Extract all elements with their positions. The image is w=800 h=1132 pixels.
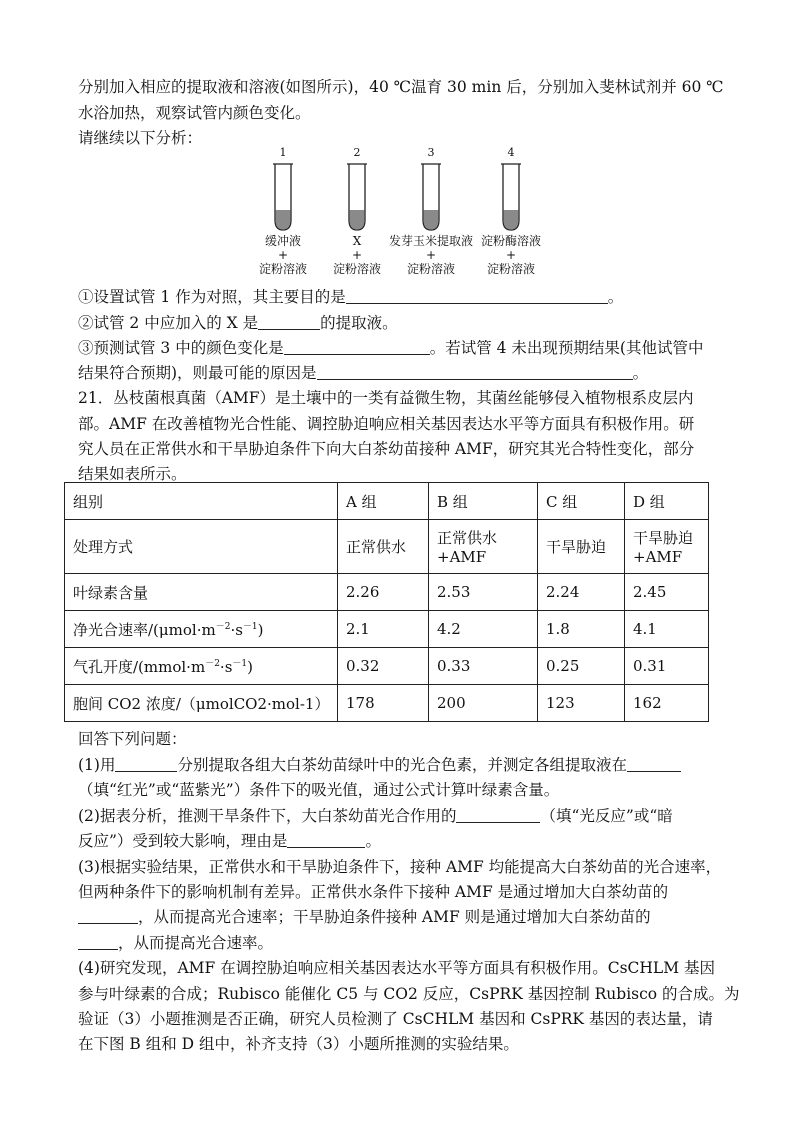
intro-line-2: 水浴加热，观察试管内颜色变化。 bbox=[78, 104, 311, 122]
answer-blank[interactable] bbox=[258, 313, 320, 330]
test-tube-icon bbox=[420, 162, 442, 232]
test-tube-icon bbox=[346, 162, 368, 232]
answer-blank[interactable] bbox=[78, 933, 118, 950]
tube-number: 3 bbox=[427, 146, 435, 159]
tube-number: 4 bbox=[507, 146, 515, 159]
table-cell: 2.53 bbox=[429, 574, 538, 611]
table-cell: 2.26 bbox=[338, 574, 429, 611]
answer-3-line-4: ，从而提高光合速率。 bbox=[78, 932, 273, 954]
table-cell: 178 bbox=[338, 685, 429, 722]
answer-4-line-2: 参与叶绿素的合成；Rubisco 能催化 C5 与 CO2 反应，CsPRK 基因控制 Rubisco 的合成。为 bbox=[78, 985, 740, 1003]
intro-line-1: 分别加入相应的提取液和溶液(如图所示)，40 ℃温育 30 min 后，分别加入斐林试剂并 60 ℃ bbox=[78, 78, 724, 96]
tube-number: 1 bbox=[279, 146, 287, 159]
answer-blank[interactable] bbox=[78, 907, 138, 924]
table-cell: 2.1 bbox=[338, 611, 429, 648]
problem-21-line-1: 21．丛枝菌根真菌（AMF）是土壤中的一类有益微生物，其菌丝能够侵入植物根系皮层内 bbox=[78, 389, 694, 407]
header-cell: D 组 bbox=[625, 483, 709, 520]
table-cell: 干旱胁迫 +AMF bbox=[625, 520, 709, 574]
tube-4-label: 淀粉酶溶液 + 淀粉溶液 bbox=[480, 234, 541, 276]
table-cell: 0.33 bbox=[429, 648, 538, 685]
question-3: ③预测试管 3 中的颜色变化是 。若试管 4 未出现预期结果(其他试管中 bbox=[78, 339, 704, 357]
answer-3-line-2: 但两种条件下的影响机制有差异。正常供水条件下接种 AMF 是通过增加大白茶幼苗的 bbox=[78, 883, 669, 901]
answer-1: (1)用 分别提取各组大白茶幼苗绿叶中的光合色素，并测定各组提取液在 bbox=[78, 754, 681, 776]
header-cell: C 组 bbox=[538, 483, 625, 520]
question-1: ①设置试管 1 作为对照，其主要目的是 。 bbox=[78, 288, 624, 306]
intro-line-3: 请继续以下分析： bbox=[78, 129, 203, 147]
header-cell: A 组 bbox=[338, 483, 429, 520]
table-cell: 1.8 bbox=[538, 611, 625, 648]
answer-3: (3)根据实验结果，正常供水和干旱胁迫条件下，接种 AMF 均能提高大白茶幼苗的光合速率， bbox=[78, 858, 722, 876]
row-label: 处理方式 bbox=[65, 520, 338, 574]
answer-blank[interactable] bbox=[287, 831, 365, 848]
table-cell: 2.45 bbox=[625, 574, 709, 611]
table-cell: 正常供水 bbox=[338, 520, 429, 574]
tube-3-label: 发芽玉米提取液 + 淀粉溶液 bbox=[388, 234, 473, 276]
answer-2: (2)据表分析，推测干旱条件下，大白茶幼苗光合作用的 （填“光反应”或“暗 bbox=[78, 807, 673, 825]
row-label: 净光合速率$/(\mu mol\cdot m^{-2}\cdot s^{-1})$ bbox=[65, 611, 338, 648]
table-row bbox=[65, 520, 709, 574]
tube-number: 2 bbox=[353, 146, 361, 159]
question-2: ②试管 2 中应加入的 X 是 的提取液。 bbox=[78, 314, 398, 332]
table-row bbox=[65, 648, 709, 685]
table-cell: 162 bbox=[625, 685, 709, 722]
test-tube-icon bbox=[272, 162, 294, 232]
problem-21-line-2: 部。AMF 在改善植物光合性能、调控胁迫响应相关基因表达水平等方面具有积极作用。研 bbox=[78, 415, 695, 433]
answer-4: (4)研究发现，AMF 在调控胁迫响应相关基因表达水平等方面具有积极作用。CsCHLM 基因 bbox=[78, 959, 715, 977]
answer-3-line-3: ，从而提高光合速率；干旱胁迫条件接种 AMF 则是通过增加大白茶幼苗的 bbox=[78, 906, 651, 928]
problem-21-line-4: 结果如表所示。 bbox=[78, 465, 187, 483]
answer-title: 回答下列问题： bbox=[78, 730, 187, 748]
table-cell: 正常供水 +AMF bbox=[429, 520, 538, 574]
answer-4-line-3: 验证（3）小题推测是否正确，研究人员检测了 CsCHLM 基因和 CsPRK 基因的表达量，请 bbox=[78, 1010, 713, 1028]
table-header-row bbox=[65, 483, 709, 520]
answer-blank[interactable] bbox=[115, 755, 177, 772]
table-cell: 干旱胁迫 bbox=[538, 520, 625, 574]
results-table bbox=[64, 482, 709, 722]
table-cell: 2.24 bbox=[538, 574, 625, 611]
answer-blank[interactable] bbox=[317, 363, 633, 380]
answer-blank[interactable] bbox=[456, 806, 540, 823]
answer-4-line-4: 在下图 B 组和 D 组中，补齐支持（3）小题所推测的实验结果。 bbox=[78, 1035, 519, 1053]
table-cell: 0.31 bbox=[625, 648, 709, 685]
header-cell: 组别 bbox=[65, 483, 338, 520]
table-row bbox=[65, 685, 709, 722]
answer-blank[interactable] bbox=[284, 338, 430, 355]
table-cell: 123 bbox=[538, 685, 625, 722]
table-cell: 200 bbox=[429, 685, 538, 722]
table-row bbox=[65, 611, 709, 648]
table-row bbox=[65, 574, 709, 611]
tube-1-label: 缓冲液 + 淀粉溶液 bbox=[258, 234, 307, 276]
test-tube-figure bbox=[240, 148, 570, 283]
row-label: 叶绿素含量 bbox=[65, 574, 338, 611]
problem-21-line-3: 究人员在正常供水和干旱胁迫条件下向大白茶幼苗接种 AMF，研究其光合特性变化，部分 bbox=[78, 440, 695, 458]
test-tube-icon bbox=[500, 162, 522, 232]
table-cell: 4.2 bbox=[429, 611, 538, 648]
answer-blank[interactable] bbox=[346, 287, 608, 304]
table-cell: 4.1 bbox=[625, 611, 709, 648]
row-label: 气孔开度$/(mmol\cdot m^{-2}\cdot s^{-1})$ bbox=[65, 648, 338, 685]
header-cell: B 组 bbox=[429, 483, 538, 520]
answer-1-cont: （填“红光”或“蓝紫光”）条件下的吸光值，通过公式计算叶绿素含量。 bbox=[78, 781, 560, 799]
tube-2-label: X + 淀粉溶液 bbox=[332, 234, 381, 276]
answer-blank[interactable] bbox=[627, 755, 681, 772]
row-label: 胞间 CO2 浓度/（μmolCO2·mol-1） bbox=[65, 685, 338, 722]
table-cell: 0.25 bbox=[538, 648, 625, 685]
question-3-cont: 结果符合预期)，则最可能的原因是 。 bbox=[78, 364, 649, 382]
answer-2-cont: 反应”）受到较大影响，理由是 。 bbox=[78, 832, 381, 850]
table-cell: 0.32 bbox=[338, 648, 429, 685]
